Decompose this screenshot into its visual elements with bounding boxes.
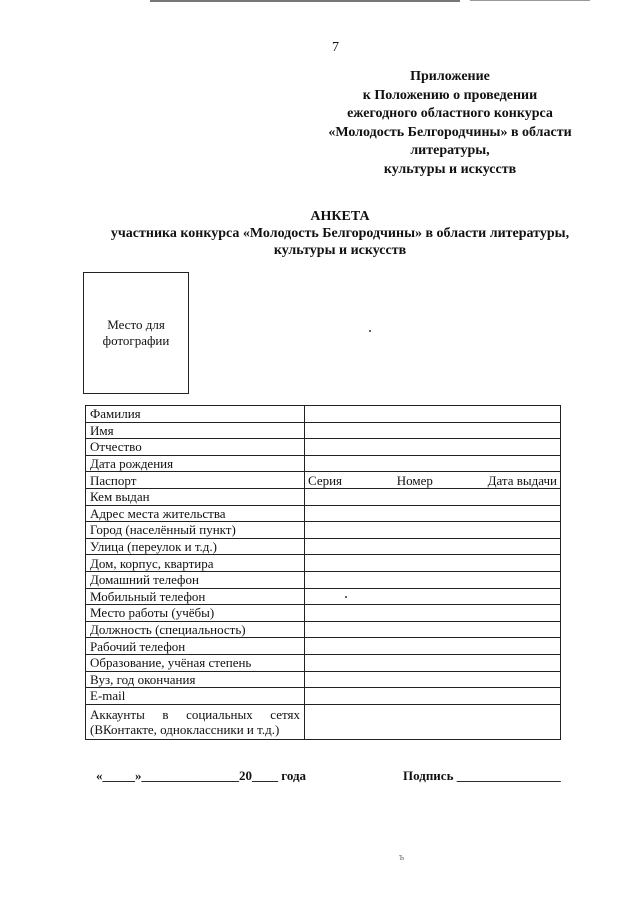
questionnaire-table bbox=[85, 405, 561, 740]
passport-value-cell bbox=[305, 472, 561, 489]
row-label: Адрес места жительства bbox=[86, 505, 305, 522]
photo-label-line-2: фотографии bbox=[102, 333, 170, 348]
row-label: Улица (переулок и т.д.) bbox=[86, 538, 305, 555]
signature-line: Подпись ________________ bbox=[403, 768, 561, 783]
value-cell bbox=[305, 422, 561, 439]
value-cell bbox=[305, 671, 561, 688]
stray-scan-mark: ъ bbox=[399, 852, 405, 863]
value-cell bbox=[305, 439, 561, 456]
social-accounts-line-2: (ВКонтакте, одноклассники и т.д.) bbox=[90, 721, 280, 737]
value-cell bbox=[305, 704, 561, 739]
value-cell bbox=[305, 654, 561, 671]
table-row bbox=[86, 571, 561, 588]
row-label: Вуз, год окончания bbox=[86, 671, 305, 688]
table-row bbox=[86, 688, 561, 705]
table-row bbox=[86, 588, 561, 605]
page-number: 7 bbox=[332, 40, 339, 55]
table-row bbox=[86, 555, 561, 572]
form-heading: АНКЕТА bbox=[310, 209, 370, 224]
row-label: Должность (специальность) bbox=[86, 621, 305, 638]
table-row bbox=[86, 671, 561, 688]
table-row bbox=[86, 522, 561, 539]
table-row bbox=[86, 654, 561, 671]
row-label: Дом, корпус, квартира bbox=[86, 555, 305, 572]
row-label: Фамилия bbox=[86, 406, 305, 423]
appendix-line-5: литературы, bbox=[410, 143, 490, 158]
appendix-header bbox=[300, 68, 600, 179]
row-label: Мобильный телефон bbox=[86, 588, 305, 605]
appendix-line-4: «Молодость Белгородчины» в области bbox=[328, 124, 572, 140]
table-row bbox=[86, 704, 561, 739]
table-row bbox=[86, 538, 561, 555]
passport-number-label: Номер bbox=[396, 472, 433, 488]
row-label: Образование, учёная степень bbox=[86, 654, 305, 671]
form-title bbox=[0, 208, 640, 259]
passport-issue-date-label: Дата выдачи bbox=[487, 472, 557, 488]
value-cell bbox=[305, 688, 561, 705]
value-cell bbox=[305, 522, 561, 539]
form-subtitle-line-1: участника конкурса «Молодость Белгородчины» в области литературы, bbox=[110, 226, 570, 241]
table-row bbox=[86, 488, 561, 505]
table-row bbox=[86, 505, 561, 522]
social-accounts-label bbox=[86, 704, 305, 739]
value-cell bbox=[305, 488, 561, 505]
appendix-line-1: Приложение bbox=[410, 69, 490, 84]
appendix-line-6: культуры и искусств bbox=[383, 161, 517, 177]
passport-series-label: Серия bbox=[308, 472, 343, 488]
value-cell bbox=[305, 621, 561, 638]
value-cell bbox=[305, 571, 561, 588]
row-label: Паспорт bbox=[86, 472, 305, 489]
table-row bbox=[86, 455, 561, 472]
scan-edge-line bbox=[150, 0, 460, 2]
value-cell bbox=[305, 605, 561, 622]
row-label: E-mail bbox=[86, 688, 305, 705]
date-line: «_____»_______________20____ года bbox=[96, 768, 307, 783]
row-label: Кем выдан bbox=[86, 488, 305, 505]
row-label: Город (населённый пункт) bbox=[86, 522, 305, 539]
scan-speck bbox=[369, 330, 371, 332]
table-row bbox=[86, 406, 561, 423]
appendix-line-3: ежегодного областного конкурса bbox=[347, 106, 553, 121]
value-cell bbox=[305, 406, 561, 423]
row-label: Место работы (учёбы) bbox=[86, 605, 305, 622]
value-cell bbox=[305, 588, 561, 605]
value-cell bbox=[305, 455, 561, 472]
photo-label-line-1: Место для bbox=[107, 317, 165, 332]
row-label: Имя bbox=[86, 422, 305, 439]
row-label: Рабочий телефон bbox=[86, 638, 305, 655]
appendix-line-2: к Положению о проведении bbox=[362, 87, 538, 103]
value-cell bbox=[305, 638, 561, 655]
social-accounts-line-1: Аккаунты в социальных сетях bbox=[90, 706, 300, 722]
table-row bbox=[86, 638, 561, 655]
photo-placeholder bbox=[83, 272, 189, 394]
row-label: Дата рождения bbox=[86, 455, 305, 472]
table-row bbox=[86, 439, 561, 456]
table-row bbox=[86, 422, 561, 439]
form-subtitle-line-2: культуры и искусств bbox=[273, 243, 407, 258]
row-label: Домашний телефон bbox=[86, 571, 305, 588]
value-cell bbox=[305, 505, 561, 522]
table-row bbox=[86, 621, 561, 638]
table-row bbox=[86, 605, 561, 622]
row-label: Отчество bbox=[86, 439, 305, 456]
photo-placeholder-label bbox=[84, 317, 188, 349]
value-cell bbox=[305, 538, 561, 555]
table-row bbox=[86, 472, 561, 489]
scan-edge-line-right bbox=[470, 0, 590, 1]
value-cell bbox=[305, 555, 561, 572]
